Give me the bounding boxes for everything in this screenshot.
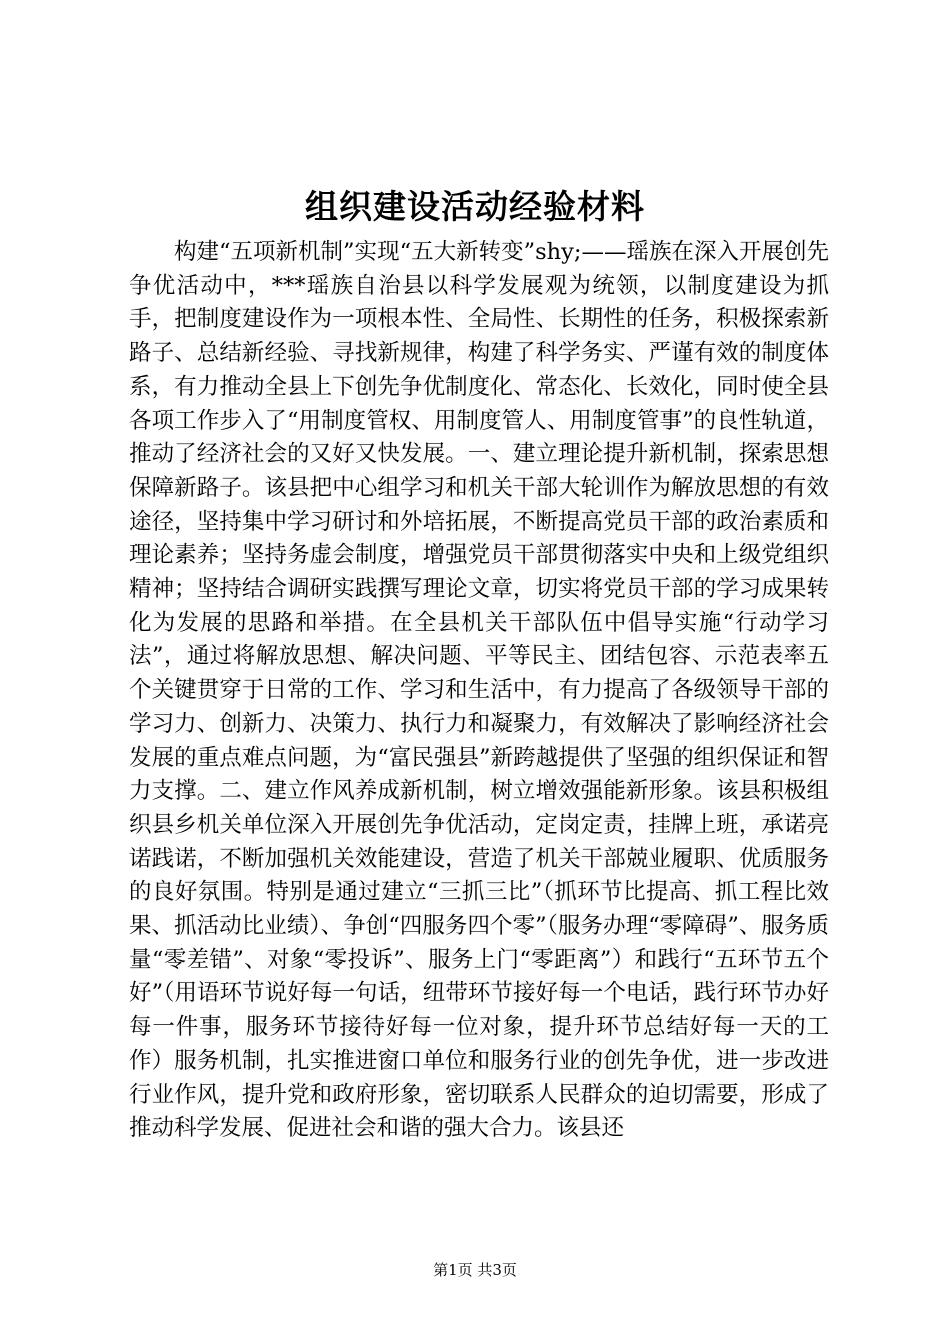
page-footer: 第1页 共3页: [433, 1261, 517, 1279]
document-body: 构建“五项新机制”实现“五大新转变”shy;——瑶族在深入开展创先争优活动中，***瑶族自治县以科学发展观为统领，以制度建设为抓手，把制度建设作为一项根本性、全局性、长期性的任务，积极探索新路子、总结新经验、寻找新规律，构建了科学务实、严谨有效的制度体系，有力推动全县上下创先争优制度化、常态化、长效化，同时使全县各项工作步入了“用制度管权、用制度管人、用制度管事”的良性轨道，推动了经济社会的又好又快发展。一、建立理论提升新机制，探索思想保障新路子。该县把中心组学习和机关干部大轮训作为解放思想的有效途径，坚持集中学习研讨和外培拓展，不断提高党员干部的政治素质和理论素养；坚持务虚会制度，增强党员干部贯彻落实中央和上级党组织精神；坚持结合调研实践撰写理论文章，切实将党员干部的学习成果转化为发展的思路和举措。在全县机关干部队伍中倡导实施“行动学习法”，通过将解放思想、解决问题、平等民主、团结包容、示范表率五个关键贯穿于日常的工作、学习和生活中，有力提高了各级领导干部的学习力、创新力、决策力、执行力和凝聚力，有效解决了影响经济社会发展的重点难点问题，为“富民强县”新跨越提供了坚强的组织保证和智力支撑。二、建立作风养成新机制，树立增效强能新形象。该县积极组织县乡机关单位深入开展创先争优活动，定岗定责，挂牌上班，承诺亮诺践诺，不断加强机关效能建设，营造了机关干部兢业履职、优质服务的良好氛围。特别是通过建立“三抓三比”（抓环节比提高、抓工程比效果、抓活动比业绩）、争创“四服务四个零”（服务办理“零障碍”、服务质量“零差错”、对象“零投诉”、服务上门“零距离”）和践行“五环节五个好”（用语环节说好每一句话，纽带环节接好每一个电话，践行环节办好每一件事，服务环节接待好每一位对象，提升环节总结好每一天的工作）服务机制，扎实推进窗口单位和服务行业的创先争优，进一步改进行业作风，提升党和政府形象，密切联系人民群众的迫切需要，形成了推动科学发展、促进社会和谐的强大合力。该县还: [129, 239, 829, 1142]
document-title: 组织建设活动经验材料: [305, 187, 645, 226]
